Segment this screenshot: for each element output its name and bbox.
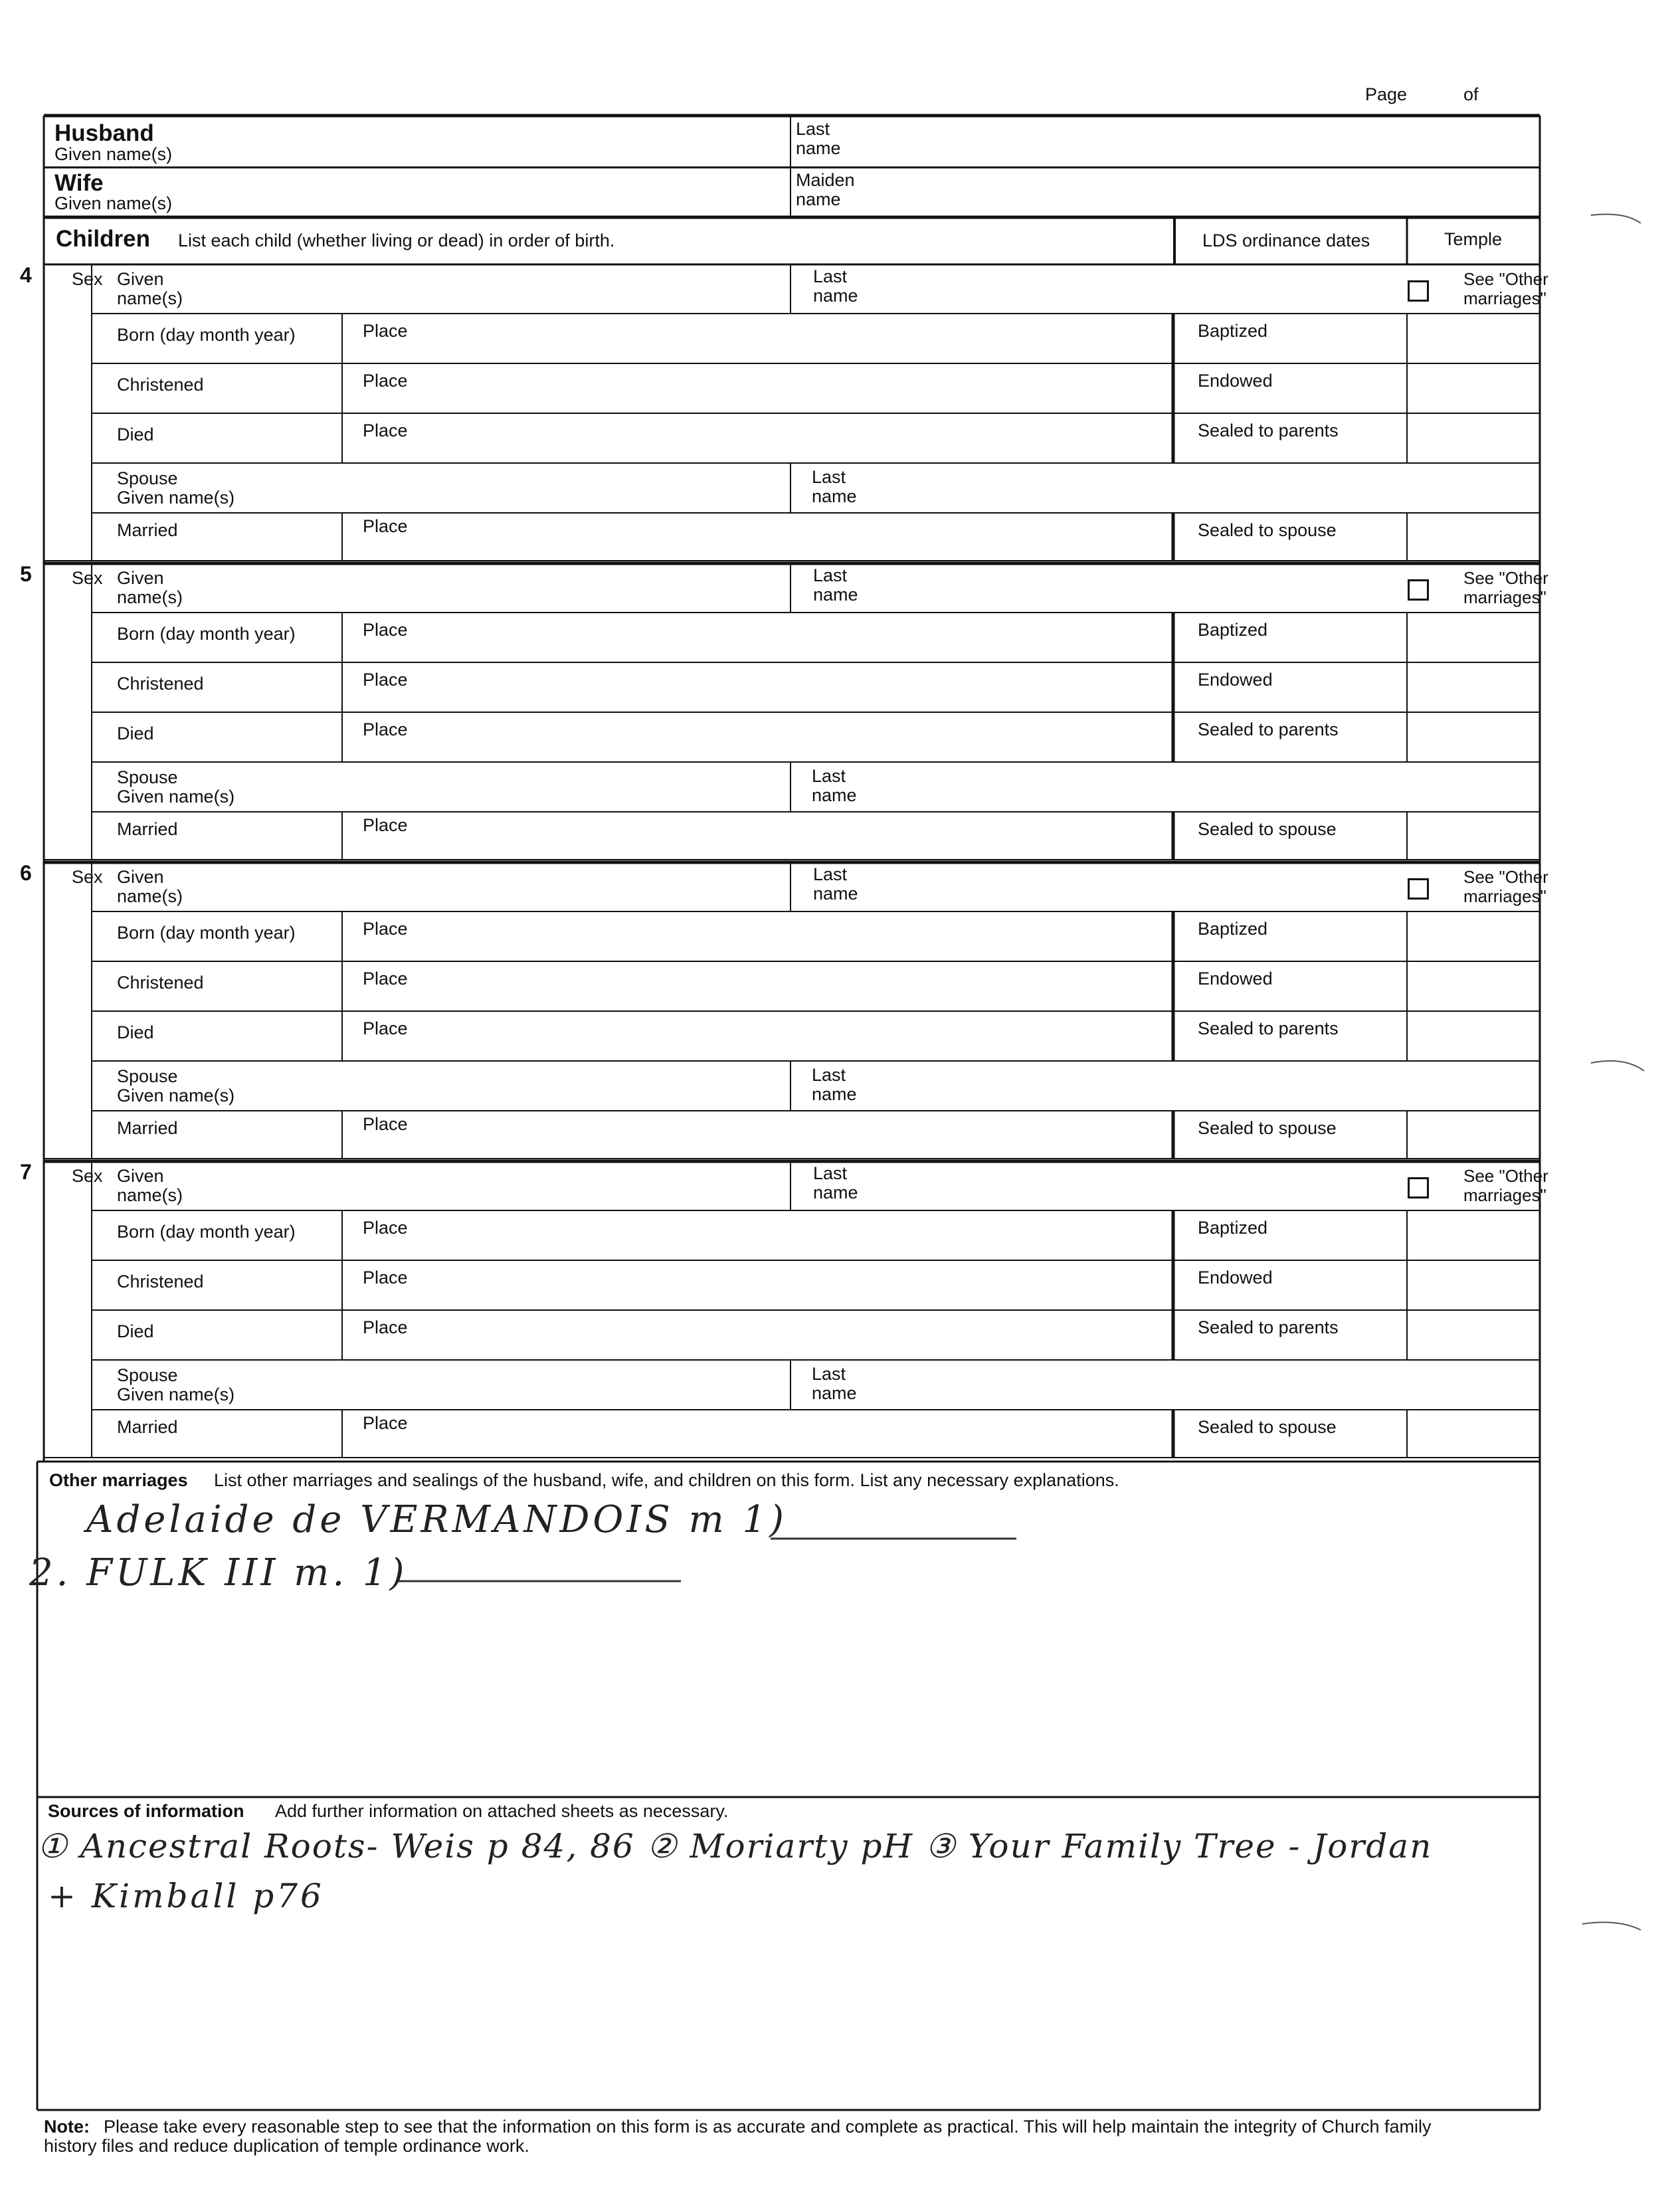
see-other-marriages-label: See "Other marriages": [1463, 867, 1548, 906]
christened-place-field[interactable]: [399, 965, 1169, 1008]
born-place-field[interactable]: [399, 617, 1169, 660]
sealed-parents-date-field[interactable]: [1179, 735, 1398, 758]
spouse-last-field[interactable]: [864, 1063, 1535, 1106]
married-label: Married: [117, 1118, 178, 1138]
given-field[interactable]: [199, 565, 784, 611]
child-number: 4: [20, 263, 32, 287]
other-marriages-field[interactable]: [40, 1495, 1535, 1794]
see-other-marriages-label: See "Other marriages": [1463, 269, 1548, 308]
sealed-parents-date-field[interactable]: [1179, 1333, 1398, 1356]
sealed-spouse-date-field[interactable]: [1179, 1430, 1398, 1452]
endowed-temple-field[interactable]: [1412, 1264, 1535, 1307]
baptized-date-field[interactable]: [1179, 1233, 1398, 1256]
born-place-field[interactable]: [399, 318, 1169, 361]
baptized-date-field[interactable]: [1179, 635, 1398, 658]
sealed-parents-date-field[interactable]: [1179, 436, 1398, 459]
christened-date-field[interactable]: [98, 685, 337, 708]
christened-date-field[interactable]: [98, 386, 337, 409]
married-place-field[interactable]: [399, 1410, 1169, 1452]
lds-dates-label: LDS ordinance dates: [1202, 231, 1370, 250]
sealed-parents-label: Sealed to parents: [1198, 421, 1339, 440]
sex-field[interactable]: [48, 565, 88, 611]
christened-place-field[interactable]: [399, 367, 1169, 411]
sources-title: Sources of information: [48, 1801, 244, 1821]
other-marriages-checkbox[interactable]: [1408, 579, 1429, 601]
died-date-field[interactable]: [98, 735, 337, 758]
married-date-field[interactable]: [98, 531, 337, 555]
spouse-label: Spouse Given name(s): [117, 767, 235, 807]
born-label: Born (day month year): [117, 923, 296, 943]
married-date-field[interactable]: [98, 1129, 337, 1153]
other-marriage-entry-2: 2. FULK III m. 1): [29, 1551, 408, 1594]
sex-label: Sex: [72, 568, 103, 588]
given-field[interactable]: [199, 864, 784, 910]
sealed-parents-temple-field[interactable]: [1412, 1314, 1535, 1357]
given-label: Given name(s): [117, 1166, 183, 1205]
children-instruction: List each child (whether living or dead) in order of birth.: [178, 231, 615, 250]
married-date-field[interactable]: [98, 1428, 337, 1452]
spouse-last-label: Last name: [812, 467, 857, 506]
spouse-last-field[interactable]: [864, 1362, 1535, 1405]
born-place-label: Place: [363, 1218, 408, 1238]
born-label: Born (day month year): [117, 624, 296, 644]
died-place-label: Place: [363, 1317, 408, 1337]
baptized-temple-field[interactable]: [1412, 617, 1535, 660]
endowed-label: Endowed: [1198, 670, 1273, 690]
source-line-1: ① Ancestral Roots- Weis p 84, 86 ② Moriarty pH ③ Your Family Tree - Jordan: [37, 1827, 1433, 1865]
last-label: Last name: [813, 266, 858, 306]
note-label: Note:: [44, 2117, 90, 2137]
died-place-field[interactable]: [399, 1015, 1169, 1058]
christened-label: Christened: [117, 674, 204, 694]
married-label: Married: [117, 819, 178, 839]
died-date-field[interactable]: [98, 1034, 337, 1057]
endowed-temple-field[interactable]: [1412, 367, 1535, 411]
endowed-date-field[interactable]: [1179, 984, 1398, 1007]
sex-field[interactable]: [48, 1163, 88, 1209]
child-number: 6: [20, 861, 32, 885]
born-place-field[interactable]: [399, 915, 1169, 959]
christened-label: Christened: [117, 1272, 204, 1291]
baptized-date-field[interactable]: [1179, 336, 1398, 359]
other-marriages-checkbox[interactable]: [1408, 878, 1429, 900]
spouse-label: Spouse Given name(s): [117, 1365, 235, 1404]
given-label: Given name(s): [117, 568, 183, 607]
married-date-field[interactable]: [98, 830, 337, 854]
sealed-parents-date-field[interactable]: [1179, 1034, 1398, 1057]
sealed-spouse-date-field[interactable]: [1179, 832, 1398, 854]
baptized-label: Baptized: [1198, 919, 1268, 939]
baptized-label: Baptized: [1198, 1218, 1268, 1238]
sealed-parents-label: Sealed to parents: [1198, 1317, 1339, 1337]
baptized-label: Baptized: [1198, 321, 1268, 341]
sealed-spouse-temple-field[interactable]: [1412, 812, 1535, 854]
born-date-field[interactable]: [98, 1233, 337, 1256]
died-label: Died: [117, 723, 154, 743]
husband-given-field[interactable]: [213, 126, 784, 163]
born-place-field[interactable]: [399, 1214, 1169, 1258]
married-place-field[interactable]: [399, 513, 1169, 555]
born-date-field[interactable]: [98, 336, 337, 359]
endowed-date-field[interactable]: [1179, 1283, 1398, 1306]
spouse-last-label: Last name: [812, 766, 857, 805]
christened-place-label: Place: [363, 670, 408, 690]
sealed-spouse-temple-field[interactable]: [1412, 1410, 1535, 1452]
died-label: Died: [117, 425, 154, 444]
christened-label: Christened: [117, 973, 204, 993]
died-place-label: Place: [363, 1018, 408, 1038]
baptized-date-field[interactable]: [1179, 934, 1398, 957]
married-label: Married: [117, 1417, 178, 1437]
spouse-given-field[interactable]: [279, 764, 784, 807]
last-field[interactable]: [864, 266, 1395, 312]
wife-maiden-label: Maiden name: [796, 170, 855, 209]
sealed-parents-temple-field[interactable]: [1412, 716, 1535, 759]
sex-label: Sex: [72, 1166, 103, 1186]
sealed-spouse-date-field[interactable]: [1179, 533, 1398, 555]
died-place-label: Place: [363, 719, 408, 739]
born-place-label: Place: [363, 620, 408, 640]
married-place-label: Place: [363, 815, 408, 835]
died-date-field[interactable]: [98, 1333, 337, 1356]
other-marriages-instruction: List other marriages and sealings of the husband, wife, and children on this form. List any necessary explanations.: [214, 1470, 1119, 1490]
married-place-label: Place: [363, 1413, 408, 1433]
spouse-last-field[interactable]: [864, 764, 1535, 807]
source-line-2: + Kimball p76: [48, 1877, 324, 1915]
spouse-given-field[interactable]: [279, 1063, 784, 1106]
see-other-marriages-label: See "Other marriages": [1463, 568, 1548, 607]
christened-date-field[interactable]: [98, 1283, 337, 1306]
christened-place-label: Place: [363, 371, 408, 391]
given-label: Given name(s): [117, 269, 183, 308]
children-title: Children: [56, 226, 150, 252]
died-place-field[interactable]: [399, 1314, 1169, 1357]
husband-last-field[interactable]: [864, 122, 1535, 163]
endowed-temple-field[interactable]: [1412, 666, 1535, 710]
last-label: Last name: [813, 864, 858, 904]
christened-date-field[interactable]: [98, 984, 337, 1007]
see-other-marriages-label: See "Other marriages": [1463, 1166, 1548, 1205]
sealed-parents-temple-field[interactable]: [1412, 417, 1535, 460]
born-date-field[interactable]: [98, 934, 337, 957]
baptized-temple-field[interactable]: [1412, 1214, 1535, 1258]
spouse-last-label: Last name: [812, 1364, 857, 1403]
born-label: Born (day month year): [117, 1222, 296, 1242]
spouse-label: Spouse Given name(s): [117, 468, 235, 508]
temple-label: Temple: [1444, 229, 1503, 249]
given-label: Given name(s): [117, 867, 183, 906]
sex-field[interactable]: [48, 864, 88, 910]
spouse-last-field[interactable]: [864, 465, 1535, 508]
other-marriage-entry-1: Adelaide de VERMANDOIS m 1): [86, 1498, 787, 1541]
given-field[interactable]: [199, 266, 784, 312]
endowed-date-field[interactable]: [1179, 386, 1398, 409]
last-label: Last name: [813, 565, 858, 605]
husband-title: Husband: [54, 120, 154, 146]
married-label: Married: [117, 520, 178, 540]
wife-given-field[interactable]: [213, 174, 784, 213]
sealed-spouse-label: Sealed to spouse: [1198, 1417, 1337, 1437]
sealed-spouse-label: Sealed to spouse: [1198, 819, 1337, 839]
endowed-temple-field[interactable]: [1412, 965, 1535, 1008]
sex-label: Sex: [72, 269, 103, 289]
sealed-spouse-temple-field[interactable]: [1412, 513, 1535, 555]
husband-last-label: Last name: [796, 119, 841, 158]
last-label: Last name: [813, 1163, 858, 1202]
baptized-label: Baptized: [1198, 620, 1268, 640]
died-label: Died: [117, 1321, 154, 1341]
born-label: Born (day month year): [117, 325, 296, 345]
other-marriages-checkbox[interactable]: [1408, 280, 1429, 302]
wife-given-label: Given name(s): [54, 193, 173, 213]
christened-place-label: Place: [363, 1268, 408, 1288]
sealed-spouse-label: Sealed to spouse: [1198, 520, 1337, 540]
died-label: Died: [117, 1022, 154, 1042]
married-place-label: Place: [363, 516, 408, 536]
christened-place-label: Place: [363, 969, 408, 989]
died-date-field[interactable]: [98, 436, 337, 459]
spouse-label: Spouse Given name(s): [117, 1066, 235, 1105]
note-text-line-2: history files and reduce duplication of temple ordinance work.: [44, 2136, 529, 2156]
married-place-label: Place: [363, 1114, 408, 1134]
sources-field[interactable]: [40, 1824, 1535, 2106]
other-marriages-checkbox[interactable]: [1408, 1177, 1429, 1198]
baptized-temple-field[interactable]: [1412, 915, 1535, 959]
sex-field[interactable]: [48, 266, 88, 312]
spouse-last-label: Last name: [812, 1065, 857, 1104]
note-text-line-1: Please take every reasonable step to see that the information on this form is as accurate and complete as practical. This will help maintain the integrity of Church family: [104, 2117, 1432, 2137]
sealed-spouse-date-field[interactable]: [1179, 1131, 1398, 1153]
endowed-date-field[interactable]: [1179, 685, 1398, 708]
spouse-given-field[interactable]: [279, 1362, 784, 1405]
husband-given-label: Given name(s): [54, 144, 173, 164]
wife-title: Wife: [54, 170, 104, 196]
endowed-label: Endowed: [1198, 1268, 1273, 1288]
christened-label: Christened: [117, 375, 204, 395]
wife-maiden-field[interactable]: [864, 171, 1535, 213]
christened-place-field[interactable]: [399, 666, 1169, 710]
died-place-field[interactable]: [399, 417, 1169, 460]
endowed-label: Endowed: [1198, 969, 1273, 989]
sealed-spouse-temple-field[interactable]: [1412, 1111, 1535, 1153]
last-field[interactable]: [864, 565, 1395, 611]
given-field[interactable]: [199, 1163, 784, 1209]
born-place-label: Place: [363, 321, 408, 341]
born-date-field[interactable]: [98, 635, 337, 658]
sex-label: Sex: [72, 867, 103, 887]
baptized-temple-field[interactable]: [1412, 318, 1535, 361]
of-label: of: [1463, 84, 1479, 104]
sealed-spouse-label: Sealed to spouse: [1198, 1118, 1337, 1138]
christened-place-field[interactable]: [399, 1264, 1169, 1307]
died-place-label: Place: [363, 421, 408, 440]
child-number: 5: [20, 562, 32, 586]
spouse-given-field[interactable]: [279, 465, 784, 508]
sealed-parents-label: Sealed to parents: [1198, 1018, 1339, 1038]
sources-instruction: Add further information on attached sheets as necessary.: [275, 1801, 729, 1821]
born-place-label: Place: [363, 919, 408, 939]
married-place-field[interactable]: [399, 1111, 1169, 1153]
page-label: Page: [1365, 84, 1408, 104]
died-place-field[interactable]: [399, 716, 1169, 759]
sealed-parents-temple-field[interactable]: [1412, 1015, 1535, 1058]
last-field[interactable]: [864, 864, 1395, 910]
endowed-label: Endowed: [1198, 371, 1273, 391]
child-number: 7: [20, 1160, 32, 1184]
sealed-parents-label: Sealed to parents: [1198, 719, 1339, 739]
married-place-field[interactable]: [399, 812, 1169, 854]
last-field[interactable]: [864, 1163, 1395, 1209]
other-marriages-title: Other marriages: [49, 1470, 188, 1490]
